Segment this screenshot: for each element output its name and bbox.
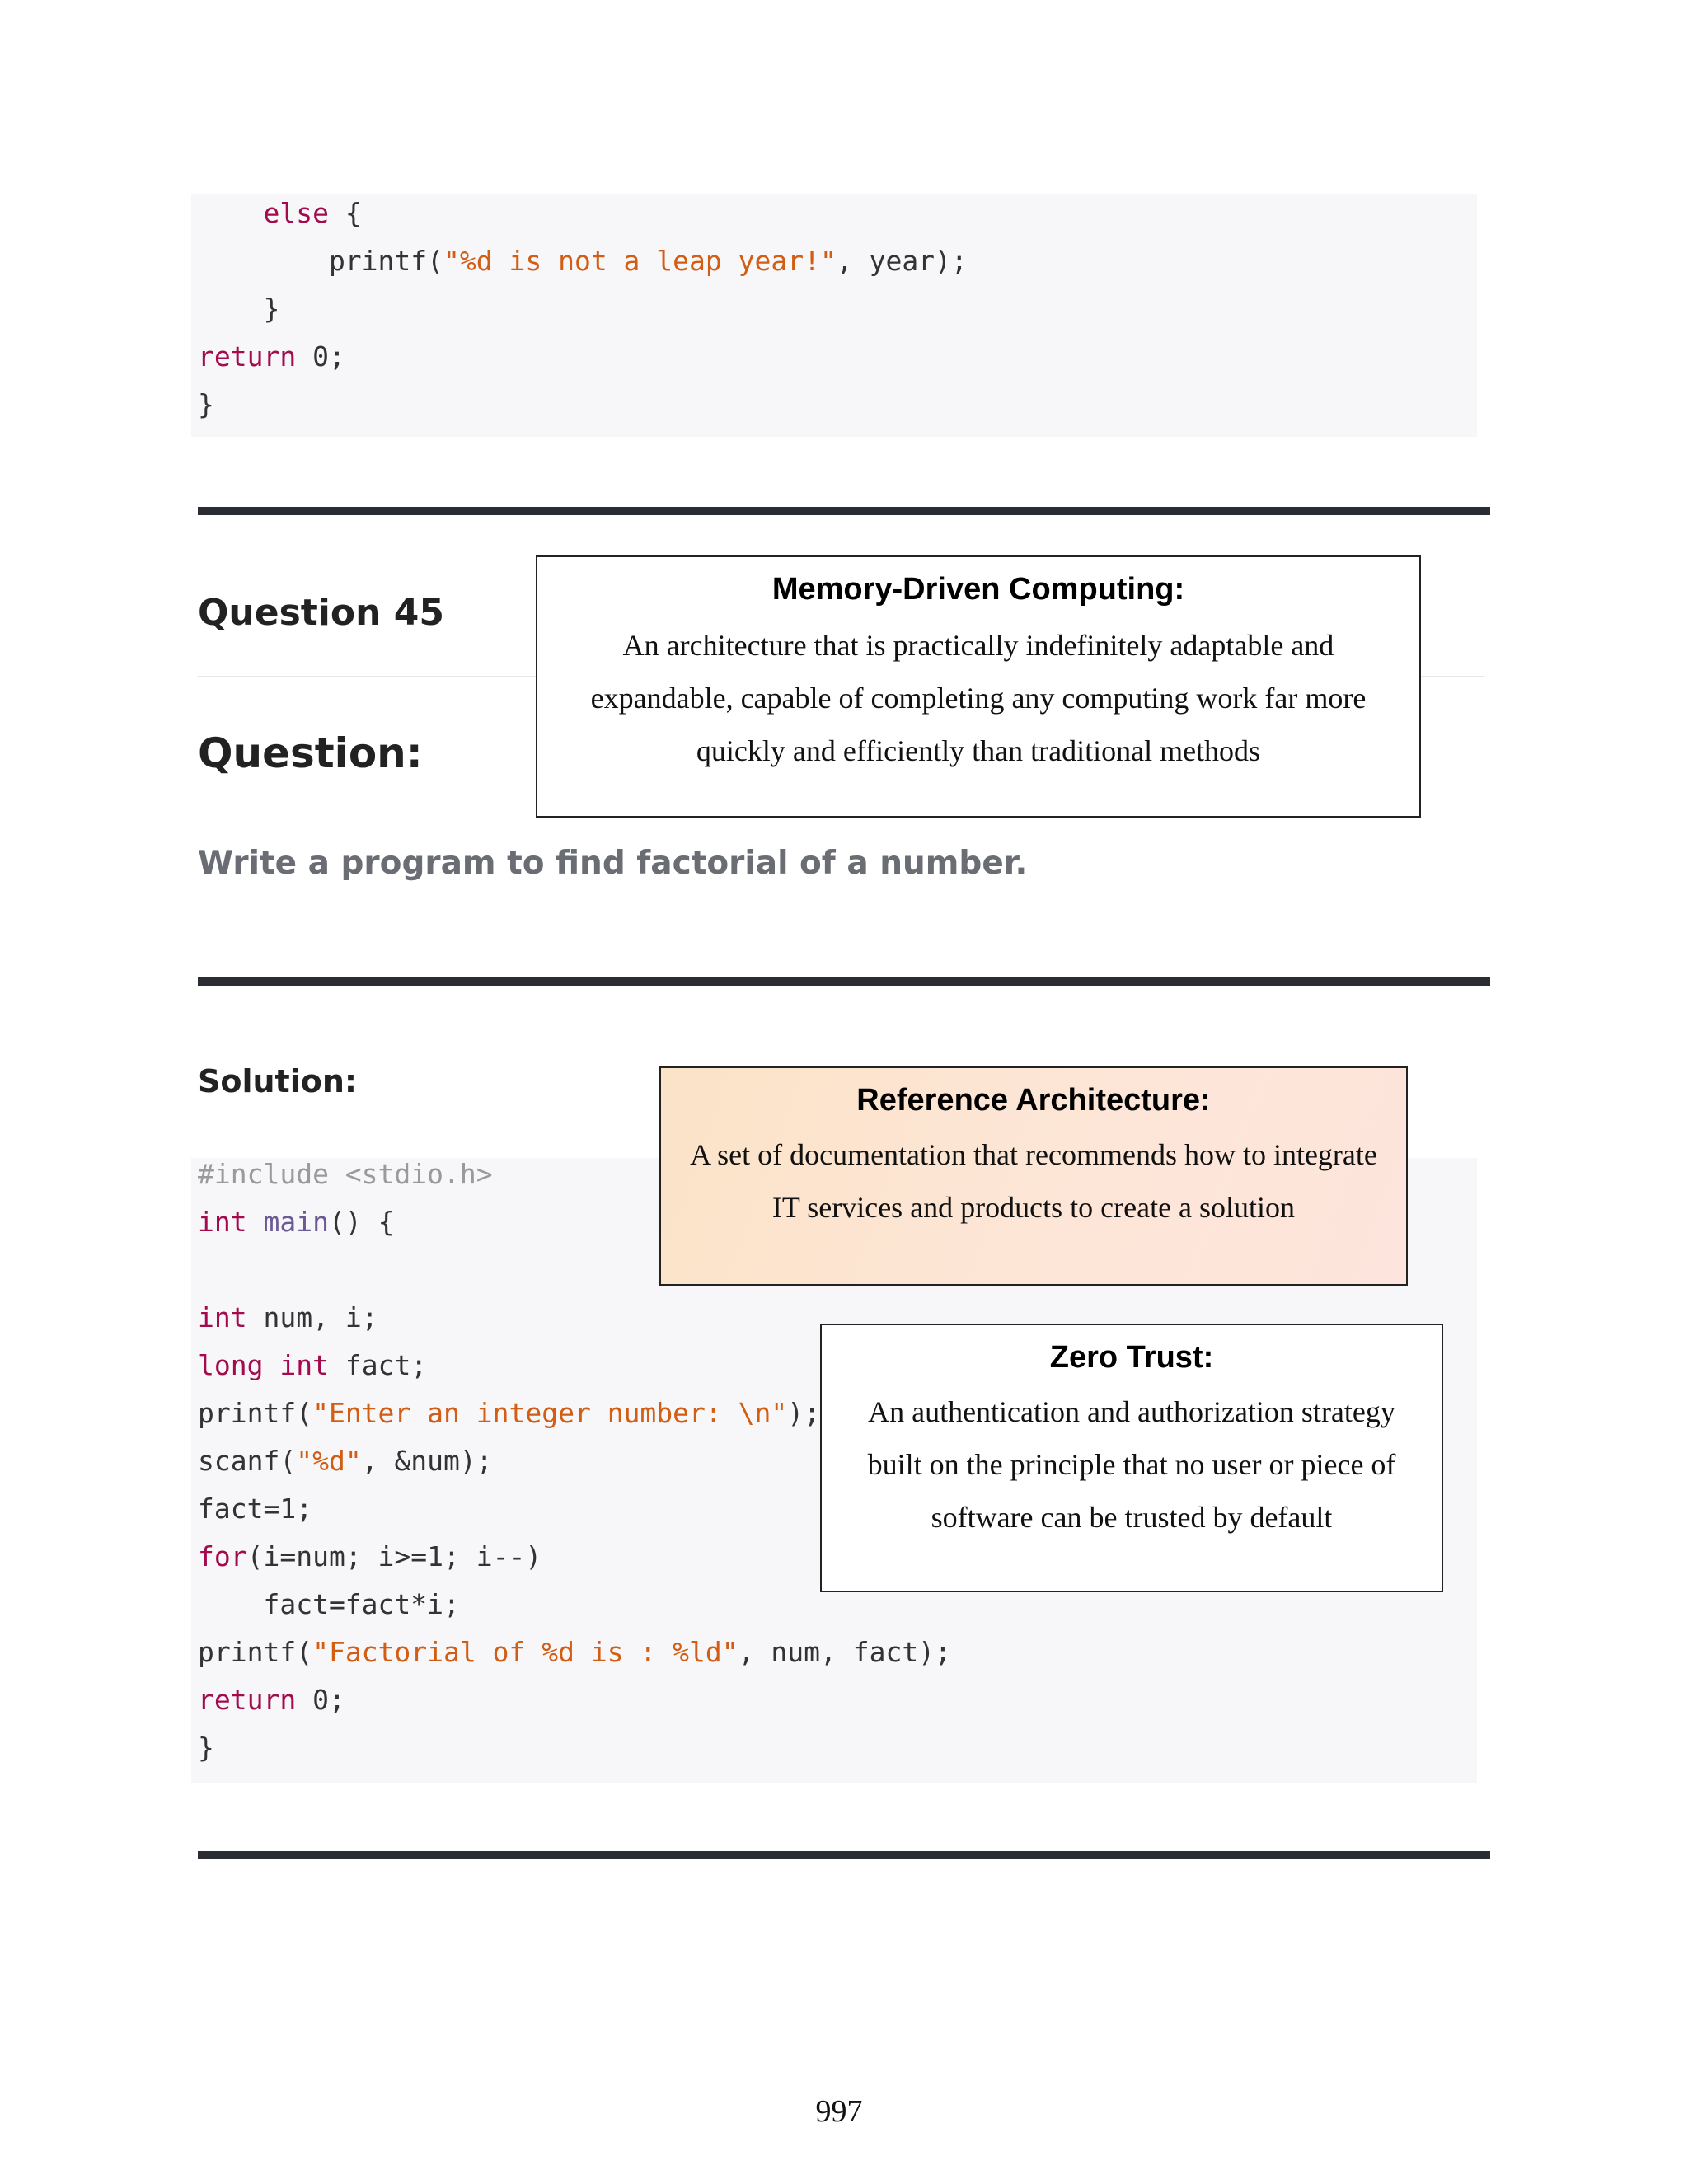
code-token: }	[198, 388, 214, 420]
code-line	[198, 285, 968, 333]
callout-title: Reference Architecture:	[856, 1083, 1211, 1118]
section-divider-1	[198, 507, 1490, 515]
code-token: scanf(	[198, 1445, 297, 1477]
code-token: fact;	[328, 1349, 428, 1381]
code-line	[198, 1724, 951, 1772]
code-token: "%d"	[296, 1445, 362, 1477]
code-token: #include <stdio.h>	[198, 1158, 493, 1190]
code-token: fact=1;	[198, 1493, 313, 1525]
code-token: main	[263, 1206, 329, 1238]
code-token: (i=num; i>=1; i--)	[246, 1540, 542, 1572]
callout-title: Memory-Driven Computing:	[771, 572, 1185, 607]
code-token	[247, 1206, 264, 1238]
code-token	[263, 1349, 279, 1381]
callout-reference-architecture	[659, 1066, 1408, 1286]
code-token: printf(	[198, 1636, 313, 1668]
code-line	[198, 237, 968, 285]
code-token: for	[198, 1540, 247, 1572]
code-token: int	[198, 1206, 247, 1238]
code-token: printf(	[198, 245, 444, 277]
callout-title: Zero Trust:	[1049, 1340, 1214, 1375]
code-token: }	[198, 293, 280, 325]
question-heading: Question:	[198, 729, 423, 777]
code-line	[198, 190, 968, 237]
solution-heading: Solution:	[198, 1063, 358, 1099]
callout-memory-driven-computing	[536, 555, 1421, 818]
code-token: return	[198, 1684, 297, 1716]
code-token: "Factorial of %d is : %ld"	[312, 1636, 738, 1668]
code-token: () {	[328, 1206, 395, 1238]
code-token: , &num);	[361, 1445, 493, 1477]
code-line	[198, 1676, 951, 1724]
code-token: num, i;	[246, 1301, 378, 1333]
code-token: long	[198, 1349, 264, 1381]
callout-zero-trust	[820, 1324, 1443, 1592]
code-token: );	[787, 1397, 820, 1429]
code-line	[198, 1629, 951, 1676]
question-number: Question 45	[198, 592, 444, 634]
code-token: "Enter an integer number: \n"	[312, 1397, 788, 1429]
code-token: printf(	[198, 1397, 313, 1429]
code-token: 0;	[296, 1684, 345, 1716]
code-token: "%d is not a leap year!"	[443, 245, 837, 277]
callout-body: A set of documentation that recommends how to integrate IT services and products to create a solution	[690, 1138, 1377, 1224]
section-divider-3	[198, 1851, 1490, 1859]
code-token: fact=fact*i;	[198, 1588, 460, 1620]
code-token: {	[328, 197, 362, 229]
page-number: 997	[815, 2094, 863, 2129]
code-token: return	[198, 340, 297, 373]
code-token: int	[198, 1301, 247, 1333]
code-token: , num, fact);	[738, 1636, 951, 1668]
code-token: int	[279, 1349, 329, 1381]
callout-body: An authentication and authorization strategy built on the principle that no user or piece of software can be trusted by default	[867, 1395, 1396, 1534]
code-token	[198, 197, 263, 229]
code-token: 0;	[296, 340, 345, 373]
code-line	[198, 333, 968, 381]
top-code-lines	[198, 190, 968, 429]
code-line	[198, 381, 968, 429]
section-divider-2	[198, 977, 1490, 986]
code-token: else	[263, 197, 329, 229]
code-token: , year);	[836, 245, 968, 277]
question-text: Write a program to find factorial of a number.	[198, 845, 1028, 882]
callout-body: An architecture that is practically indefinitely adaptable and expandable, capable of completing any computing work far more quickly and efficiently than traditional methods	[590, 629, 1367, 767]
code-token: }	[198, 1732, 214, 1764]
